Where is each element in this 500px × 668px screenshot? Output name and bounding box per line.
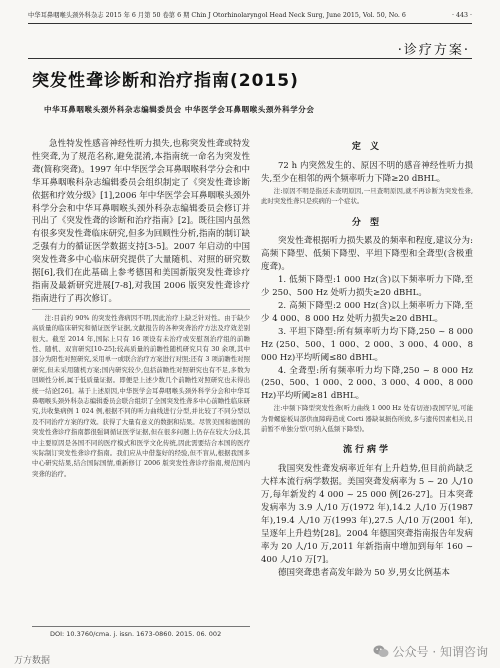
watermark bbox=[373, 643, 488, 660]
right-column bbox=[261, 138, 473, 580]
wechat-icon bbox=[373, 645, 389, 658]
article-title: 突发性聋诊断和治疗指南(2015) bbox=[32, 71, 299, 91]
classification-heading: 分 型 bbox=[351, 217, 383, 228]
definition-note: 注:原因不明是指还未查明原因,一旦查明原因,就不再诊断为突发性聋,此时突发性聋只是疾病的一个症状。 bbox=[261, 186, 473, 206]
classification-item: 2. 高频下降型:2 000 Hz(含)以上频率听力下降,至少 4 000、8 000 Hz 处听力损失≥20 dBHL。 bbox=[261, 300, 473, 324]
page-number: · 443 · bbox=[451, 12, 472, 19]
classification-intro: 突发性聋根据听力损失累及的频率和程度,建议分为:高频下降型、低频下降型、平坦下降型和全聋型(含极重度聋)。 bbox=[261, 236, 473, 273]
epidemiology-paragraph: 我国突发性聋发病率近年有上升趋势,但目前尚缺乏大样本流行病学数据。美国突聋发病率为 5 ~ 20 人/10 万,每年新发约 4 000 ~ 25 000 例[26-27]。日本突聋发病率为 3.9 人/10 万(1972 年),14.2 人/10 万(1987 年),19.4 人/10 万(1993 年),27.5 人/10 万(2001 年),呈逐年上升趋势[28]。2004 年德国突聋指南报告年发病率为 20 人/10 万,2011 年新指南中增加到每年 160 ~ 400 人/10 万[7]。 bbox=[261, 464, 473, 565]
header-rule bbox=[28, 23, 472, 24]
classification-item: 1. 低频下降型:1 000 Hz(含)以下频率听力下降,至少 250、500 Hz 处听力损失≥20 dBHL。 bbox=[261, 275, 473, 299]
intro-note: 注:目前约 90% 的突发性聋病因不明,因此治疗上缺乏针对性。由于缺少高质量的临床研究和循证医学证据,文献报告的各种突聋治疗方法及疗效差别很大。截至 2014 年,国际上只有 16 项设有未治疗或安慰剂治疗组的前瞻性、随机、双盲研究[10-25];较高质量的前瞻性随机研究只有 30 余项,其中部分为阳性对照研究,采用单一或联合治疗方案进行对照;还有 3 项前瞻性对照研究,但未采用随机方案;国内研究较少,包括前瞻性对照研究也有不足,多数为回顾性分析,属于低质量证据。即便是上述少数几个前瞻性对照研究也未得出统一结论[26]。基于上述原因,中华医学会耳鼻咽喉头颈外科学分会和中华耳鼻咽喉头颈外科杂志编辑委员会联合组织了全国突发性聋多中心前瞻性临床研究,共收集病例 1 024 例,根据不同的听力曲线进行分型,并比较了不同分型以及不同治疗方案的疗效。获得了大量有意义的数据和结果。尽管美国和德国的突发性聋诊疗指南都很强调循证医学证据,但在很多问题上仍存在较大分歧,其中主要原因是各国不同的医疗模式和医学文化传统,因此需要结合本国的医疗实际制订突发性聋诊疗指南。我们应从中借鉴好的经验,但不盲从,根据我国多中心研究结果,结合国际国情,重新修订 2006 版突发性聋诊疗指南,规范国内突聋的治疗。 bbox=[32, 309, 250, 480]
intro-paragraph: 急性特发性感音神经性听力损失,也称突发性聋或特发性突聋,为了规范名称,避免混淆,本指南统一命名为突发性聋(简称突聋)。1997 年中华医学会耳鼻咽喉科学分会和中华耳鼻咽喉科杂志编辑委员会组织制定了《突发性聋诊断依据和疗效分级》[1],2006 年中华医学会耳鼻咽喉头颈外科学分会和中华耳鼻咽喉头颈外科杂志编辑委员会修订并刊出了《突发性聋的诊断和治疗指南》[2]。既往国内虽然有很多突发性聋临床研究,但多为回顾性分析,指南的制订缺乏强有力的循证医学数据支持[3-5]。2007 年启动的中国突发性聋多中心临床研究提供了大量随机、对照的研究数据[6],我们在此基础上参考德国和美国新版突发性聋诊疗指南及最新研究进展[7-8],对我国 2006 版突发性聋诊疗指南进行了再次修订。 bbox=[32, 139, 250, 304]
journal-header bbox=[28, 9, 472, 22]
footnote-rule bbox=[32, 626, 250, 627]
definition-heading: 定 义 bbox=[351, 142, 383, 152]
watermark-text: 公众号 · 知谓咨询 bbox=[392, 645, 488, 659]
footer-source: 万方数据 bbox=[14, 656, 51, 666]
section-tag: ·诊疗方案· bbox=[397, 43, 470, 58]
epidemiology-heading: 流行病学 bbox=[342, 445, 391, 456]
classification-item: 3. 平坦下降型:所有频率听力均下降,250 ~ 8 000 Hz (250、500、1 000、2 000、3 000、4 000、8 000 Hz)平均听阈≤80 dBHL。 bbox=[261, 326, 473, 363]
journal-line: 中华耳鼻咽喉头颈外科杂志 2015 年 6 月第 50 卷第 6 期 Chin J Otorhinolaryngol Head Neck Surg, June 2015, Vol. 50, No. 6 bbox=[28, 12, 406, 19]
epidemiology-paragraph: 德国突聋患者高发年龄为 50 岁,男女比例基本 bbox=[278, 567, 450, 578]
definition-text: 72 h 内突然发生的、原因不明的感音神经性听力损失,至少在相邻的两个频率听力下降≥20 dBHL。 bbox=[261, 160, 473, 184]
doi-line: DOI: 10.3760/cma. j. issn. 1673-0860. 2015. 06. 002 bbox=[50, 630, 222, 638]
authors: 中华耳鼻咽喉头颈外科杂志编辑委员会 中华医学会耳鼻咽喉头颈外科学分会 bbox=[44, 105, 315, 114]
classification-note: 注:中频下降型突发性聋(听力曲线 1 000 Hz 处有切迹)我国罕见,可能为骨螺旋板局部供血障碍造成 Corti 器缺氧损伤所致,多与遗传因素相关,目前暂不单独分型(可纳入低频下降型)。 bbox=[261, 404, 473, 434]
classification-item: 4. 全聋型:所有频率听力均下降,250 ~ 8 000 Hz (250、500、1 000、2 000、3 000、4 000、8 000 Hz)平均听阈≥81 dBHL。 bbox=[261, 365, 473, 402]
title-rule bbox=[28, 58, 472, 59]
left-column bbox=[32, 138, 250, 479]
